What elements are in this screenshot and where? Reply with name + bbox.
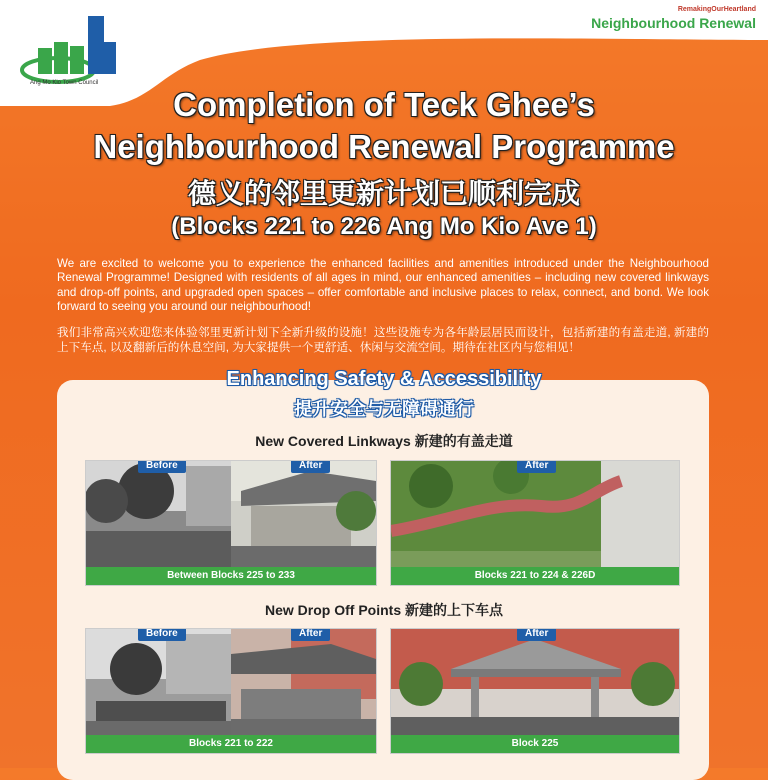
nr-main-a: Neighbourhood bbox=[591, 15, 696, 31]
linkway-photo-after bbox=[390, 460, 680, 586]
after-badge: After bbox=[291, 460, 330, 473]
photo-before-linkway bbox=[86, 461, 231, 567]
nr-small-text: RemakingOurHeartland bbox=[677, 6, 756, 13]
section-title-en: Enhancing Safety & Accessibility bbox=[226, 368, 542, 390]
dropoff-heading: New Drop Off Points 新建的上下车点 bbox=[265, 602, 503, 618]
photo-caption: Blocks 221 to 224 & 226D bbox=[391, 567, 679, 585]
intro-chinese: 我们非常高兴欢迎您来体验邻里更新计划下全新升级的设施！这些设施专为各年龄层居民而设计，包括新建的有盖走道, 新建的上下车点, 以及翻新后的休息空间, 为大家提供一个更舒适、休闲与交流空间。期待在社区内与您相见！ bbox=[57, 326, 709, 354]
nr-main-text bbox=[591, 15, 756, 31]
dropoff-photo-before-after bbox=[85, 628, 377, 754]
title-line-2: Neighbourhood Renewal Programme bbox=[93, 128, 675, 165]
dropoff-photo-after bbox=[390, 628, 680, 754]
photo-caption: Between Blocks 225 to 233 bbox=[86, 567, 376, 585]
title-line-4: (Blocks 221 to 226 Ang Mo Kio Ave 1) bbox=[171, 213, 597, 240]
after-badge: After bbox=[291, 628, 330, 641]
before-badge: Before bbox=[138, 460, 186, 473]
amk-caption: Ang Mo Kio Town Council bbox=[30, 80, 99, 86]
photo-after-linkway bbox=[231, 461, 376, 567]
photo-after-dropoff bbox=[231, 629, 376, 735]
photo-after-linkway-aerial bbox=[391, 461, 679, 567]
intro-english: We are excited to welcome you to experience the enhanced facilities and amenities introduced under the Neighbourhood Renewal Programme! Designed with residents of all ages in mind, our enhanced amenities – including new covered linkways and drop-off points, and upgraded open spaces – offer comfortable and inclusive places to relax, connect, and bond. We look forward to seeing you around our neighbourhood! bbox=[57, 257, 709, 313]
photo-caption: Block 225 bbox=[391, 735, 679, 753]
photo-caption: Blocks 221 to 222 bbox=[86, 735, 376, 753]
title-line-1: Completion of Teck Ghee’s bbox=[173, 86, 595, 123]
after-badge: After bbox=[517, 460, 556, 473]
photo-before-dropoff bbox=[86, 629, 231, 735]
before-badge: Before bbox=[138, 628, 186, 641]
photo-after-dropoff-block225 bbox=[391, 629, 679, 735]
after-badge: After bbox=[517, 628, 556, 641]
title-line-3: 德义的邻里更新计划已顺利完成 bbox=[187, 178, 580, 209]
section-title-zh: 提升安全与无障碍通行 bbox=[294, 399, 474, 419]
nr-main-b: Renewal bbox=[699, 15, 756, 31]
linkway-photo-before-after bbox=[85, 460, 377, 586]
neighbourhood-renewal-logo bbox=[591, 6, 756, 31]
linkways-heading: New Covered Linkways 新建的有盖走道 bbox=[255, 433, 513, 449]
